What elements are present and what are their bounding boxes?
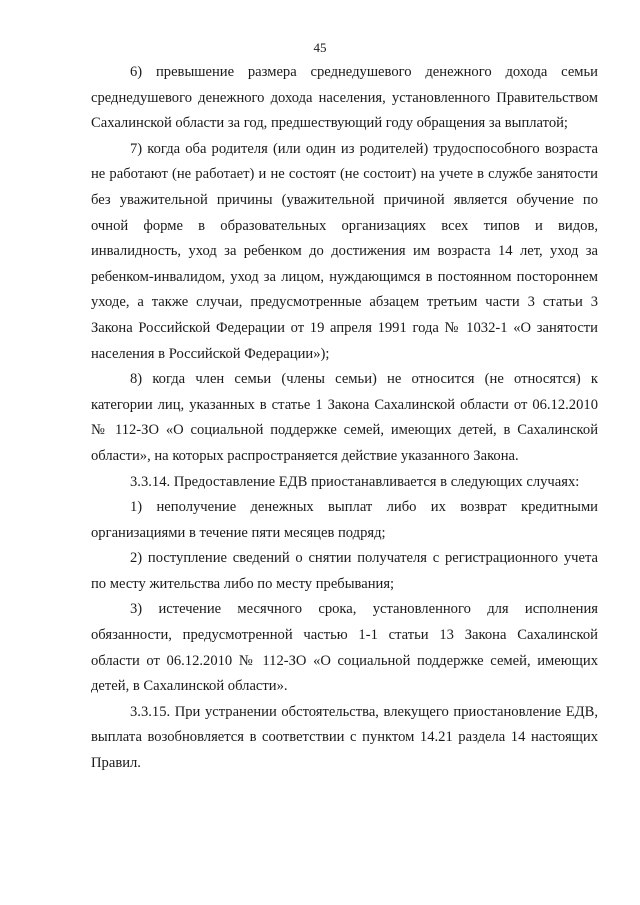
document-body (91, 60, 598, 777)
paragraph-item-7: 7) когда оба родителя (или один из родителей) трудоспособного возраста не работают (не работает) и не состоят (не состоит) на учете в службе занятости без уважительной причины (уважительной причиной является обучение по очной форме в образовательных организациях всех типов и видов, инвалидность, уход за ребенком до достижения им возраста 14 лет, уход за ребенком-инвалидом, уход за лицом, нуждающимся в постоянном постороннем уходе, а также случаи, предусмотренные абзацем третьим части 3 статьи 3 Закона Российской Федерации от 19 апреля 1991 года № 1032-1 «О занятости населения в Российской Федерации»); (91, 140, 598, 362)
paragraph-item-2: 2) поступление сведений о снятии получателя с регистрационного учета по месту жительства либо по месту пребывания; (91, 550, 598, 592)
paragraph-3-3-15: 3.3.15. При устранении обстоятельства, влекущего приостановление ЕДВ, выплата возобновляется в соответствии с пунктом 14.21 раздела 14 настоящих Правил. (91, 703, 598, 772)
paragraph-item-6: 6) превышение размера среднедушевого денежного дохода семьи среднедушевого денежного дохода населения, установленного Правительством Сахалинской области за год, предшествующий году обращения за выплатой; (91, 64, 598, 132)
page-number: 45 (313, 40, 327, 55)
paragraph-item-1: 1) неполучение денежных выплат либо их возврат кредитными организациями в течение пяти месяцев подряд; (91, 499, 598, 541)
paragraph-item-3: 3) истечение месячного срока, установленного для исполнения обязанности, предусмотренной частью 1-1 статьи 13 Закона Сахалинской области от 06.12.2010 № 112-ЗО «О социальной поддержке семей, имеющих детей, в Сахалинской области». (91, 601, 598, 695)
paragraph-3-3-14: 3.3.14. Предоставление ЕДВ приостанавливается в следующих случаях: (130, 473, 580, 490)
paragraph-item-8: 8) когда член семьи (члены семьи) не относится (не относятся) к категории лиц, указанных в статье 1 Закона Сахалинской области от 06.12.2010 № 112-ЗО «О социальной поддержке семей, имеющих детей, в Сахалинской области», на которых распространяется действие указанного Закона. (91, 371, 598, 464)
